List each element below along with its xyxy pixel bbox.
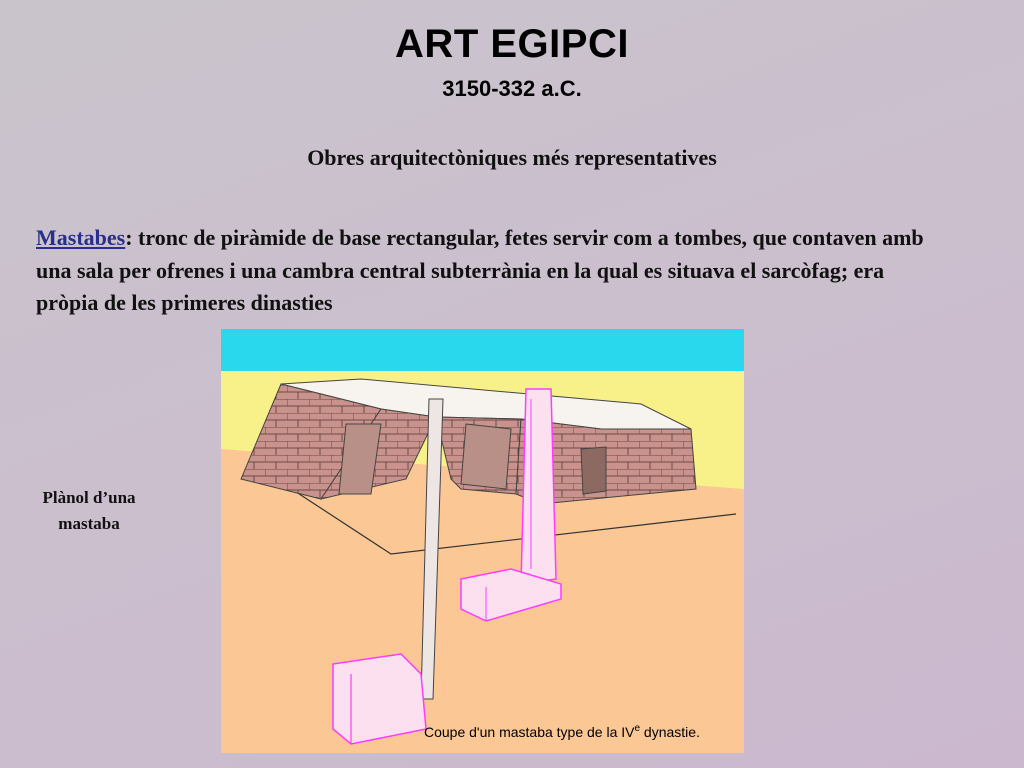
burial-chamber bbox=[333, 654, 426, 744]
mastaba-cross-section-figure bbox=[221, 329, 744, 753]
section-subtitle: Obres arquitectòniques més representatives bbox=[307, 145, 717, 170]
term-mastabes: Mastabes bbox=[36, 225, 126, 250]
figure-caption: Coupe d'un mastaba type de la IVe dynastie. bbox=[424, 723, 700, 740]
sky bbox=[221, 329, 744, 371]
serdab-shaft bbox=[521, 389, 556, 584]
figure-side-caption: Plànol d’una mastaba bbox=[42, 488, 136, 533]
mastaba-illustration bbox=[221, 329, 744, 753]
date-range: 3150-332 a.C. bbox=[442, 76, 582, 101]
slide-title: ART EGIPCI bbox=[395, 22, 629, 66]
description-paragraph bbox=[36, 222, 936, 320]
offering-chapel bbox=[461, 424, 511, 489]
description-text: : tronc de piràmide de base rectangular, fetes servir com a tombes, que contaven amb una sala per ofrenes i una cambra central subterrània en la qual es situava el sarcòfag; era pròpia de les primeres dinasties bbox=[36, 225, 924, 315]
false-door bbox=[581, 447, 606, 494]
